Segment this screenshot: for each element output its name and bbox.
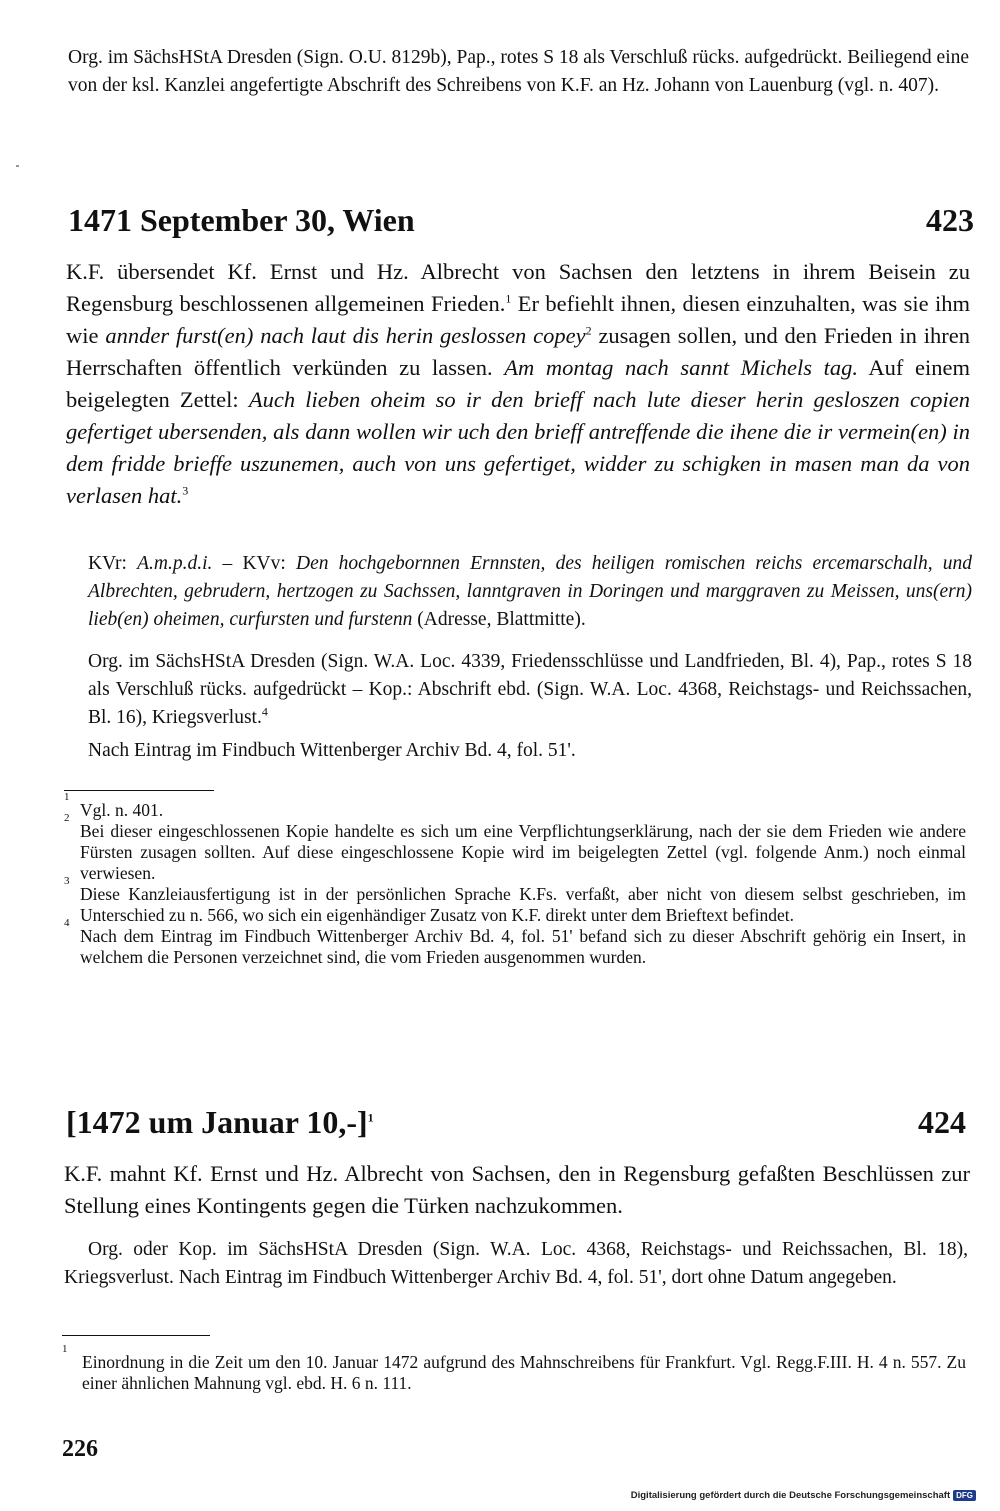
entry-423-nach: Nach Eintrag im Findbuch Wittenberger Archiv Bd. 4, fol. 51'. <box>88 740 576 761</box>
dfg-credit-text: Digitalisierung gefördert durch die Deutsche Forschungsgemeinschaft <box>630 1490 951 1501</box>
page-number: 226 <box>62 1436 98 1462</box>
footnote-separator <box>64 790 214 791</box>
footnote-ref-4[interactable]: 4 <box>261 704 268 719</box>
dfg-logo: DFG <box>953 1490 976 1501</box>
footnote-ref-3[interactable]: 3 <box>182 483 189 498</box>
entry-424-date: [1472 um Januar 10,-]$^1$ <box>66 1104 374 1140</box>
entry-424-org: Org. oder Kop. im SächsHStA Dresden (Sign. W.A. Loc. 4368, Reichstags- und Reichssachen, Bl. 18), Kriegsverlust. Nach Eintrag im Findbuch Wittenberger Archiv Bd. 4, fol. 51', dort ohne Datum angegeben. <box>64 1239 968 1288</box>
dfg-credit-footer[interactable] <box>631 1490 976 1501</box>
entry-423-org: Org. im SächsHStA Dresden (Sign. W.A. Loc. 4339, Friedensschlüsse und Landfrieden, Bl. 4), Pap., rotes S 18 als Verschluß rücks. aufgedrückt – Kop.: Abschrift ebd. (Sign. W.A. Loc. 4368, Reichstags- und Reichssachen, Bl. 16), Kriegsverlust.$^4$ <box>88 651 972 728</box>
footnote-ref-424-1[interactable]: 1 <box>367 1110 374 1125</box>
footnote-424-1: 1 Einordnung in die Zeit um den 10. Januar 1472 aufgrund des Mahnschreibens für Frankfurt. Vgl. Regg.F.III. H. 4 n. 557. Zu einer ähnlichen Mahnung vgl. ebd. H. 6 n. 111. <box>62 1343 966 1393</box>
top-archival-note: Org. im SächsHStA Dresden (Sign. O.U. 8129b), Pap., rotes S 18 als Verschluß rücks. aufgedrückt. Beiliegend eine von der ksl. Kanzlei angefertigte Abschrift des Schreibens von K.F. an Hz. Johann von Lauenburg (vgl. n. 407). <box>68 47 970 96</box>
entry-423-number: 423 <box>926 202 974 238</box>
entry-423-regest: K.F. übersendet Kf. Ernst und Hz. Albrecht von Sachsen den letztens in ihrem Beisein zu Regensburg beschlossenen allgemeinen Frieden.$^1$ Er befiehlt ihnen, diesen einzuhalten, was sie ihm wie annder furst(en) nach laut dis herin geslossen copey$^2$ zusagen sollen, und den Frieden in ihren Herrschaften öffentlich verkünden zu lassen. Am montag nach sannt Michels tag. Auf einem beigelegten Zettel: Auch lieben oheim so ir den brieff nach lute dieser herin gesloszen copien gefertiget ubersenden, als dann wollen wir uch den brieff antreffende die ihene die ir vermein(en) in dem fridde brieffe uszunemen, auch von uns gefertiget, widder zu schigken in masen man da von verlasen hat.$^3$ <box>66 259 970 508</box>
entry-423-date: 1471 September 30, Wien <box>68 202 415 238</box>
entry-423-kvr: KVr: A.m.p.d.i. – KVv: Den hochgebornnen Ernnsten, des heiligen romischen reichs ercemarschalh, und Albrechten, gebrudern, hertzogen zu Sachssen, lanntgraven in Doringen und marggraven zu Meissen, uns(ern) lieb(en) oheimen, curfursten und furstenn (Adresse, Blattmitte). <box>88 553 972 630</box>
entry-423-footnotes <box>64 791 966 968</box>
scan-speck <box>16 165 19 167</box>
footnote-2: 2 Bei dieser eingeschlossenen Kopie handelte es sich um eine Verpflichtungserklärung, nach der sie dem Frieden wie andere Fürsten zusagen sollten. Auf diese eingeschlossene Kopie wird im beigelegten Zettel (vgl. folgende Anm.) noch einmal verwiesen. <box>64 812 966 883</box>
footnote-1: 1 Vgl. n. 401. <box>64 791 164 820</box>
footnote-ref-1[interactable]: 1 <box>505 291 512 306</box>
entry-424-footnotes <box>62 1343 966 1394</box>
footnote-separator-424 <box>62 1335 210 1336</box>
entry-423-header <box>68 200 974 240</box>
entry-424-number: 424 <box>918 1104 966 1140</box>
footnote-ref-2[interactable]: 2 <box>585 323 592 338</box>
entry-424-regest: K.F. mahnt Kf. Ernst und Hz. Albrecht von Sachsen, den in Regensburg gefaßten Beschlüssen zur Stellung eines Kontingents gegen die Türken nachzukommen. <box>64 1161 970 1218</box>
entry-424-header <box>66 1102 966 1142</box>
footnote-3: 3 Diese Kanzleiausfertigung ist in der persönlichen Sprache K.Fs. verfaßt, aber nicht von diesem selbst geschrieben, im Unterschied zu n. 566, wo sich ein eigenhändiger Zusatz von K.F. direkt unter dem Brieftext befindet. <box>64 875 966 925</box>
footnote-4: 4 Nach dem Eintrag im Findbuch Wittenberger Archiv Bd. 4, fol. 51' befand sich zu dieser Abschrift gehörig ein Insert, in welchem die Personen verzeichnet sind, die vom Frieden ausgenommen wurden. <box>64 917 966 967</box>
